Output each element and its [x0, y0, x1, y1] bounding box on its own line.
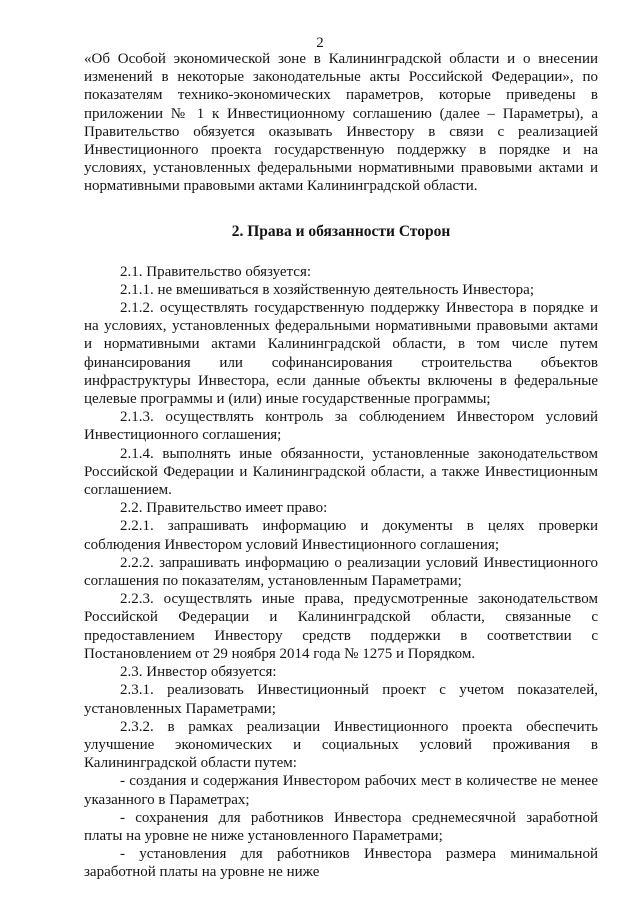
bullet-jobs: - создания и содержания Инвестором рабочих мест в количестве не менее указанного в Параметрах;: [84, 773, 598, 808]
paragraph-2-3: 2.3. Инвестор обязуется:: [120, 664, 277, 681]
paragraph-2-2-3: 2.2.3. осуществлять иные права, предусмотренные законодательством Российской Федерации и Калининградской области, связанные с предоставлением Инвестору средств поддержки в соответствии с Постановлением от 29 ноября 2014 года № 1275 и Порядком.: [84, 591, 598, 662]
document-body: [84, 50, 598, 882]
paragraph-2-3-2: 2.3.2. в рамках реализации Инвестиционного проекта обеспечить улучшение экономических и социальных условий проживания в Калининградской области путем:: [84, 718, 598, 772]
intro-paragraph: «Об Особой экономической зоне в Калининградской области и о внесении изменений в некоторые законодательные акты Российской Федерации», по показателям технико-экономических параметров, которые приведены в приложении № 1 к Инвестиционному соглашению (далее – Параметры), а Правительство обязуется оказывать Инвестору в связи с реализацией Инвестиционного проекта государственную поддержку в порядке и на условиях, установленных федеральными нормативными правовыми актами и нормативными правовыми актами Калининградской области.: [84, 51, 598, 195]
paragraph-2-1-3: 2.1.3. осуществлять контроль за соблюдением Инвестором условий Инвестиционного соглашения;: [84, 409, 598, 444]
paragraph-2-2: 2.2. Правительство имеет право:: [120, 500, 328, 517]
paragraph-2-1: 2.1. Правительство обязуется:: [120, 263, 312, 280]
paragraph-2-1-4: 2.1.4. выполнять иные обязанности, установленные законодательством Российской Федерации и Калининградской области, а также Инвестиционным соглашением.: [84, 445, 598, 499]
paragraph-2-1-2: 2.1.2. осуществлять государственную поддержку Инвестора в порядке и на условиях, установленных федеральными нормативными правовыми актами и нормативными актами Калининградской области, в том числе путем финансирования или софинансирования строительства объектов инфраструктуры Инвестора, если данные объекты включены в федеральные целевые программы и (или) иные государственные программы;: [84, 300, 598, 408]
paragraph-2-1-1: 2.1.1. не вмешиваться в хозяйственную деятельность Инвестора;: [120, 281, 534, 298]
paragraph-2-2-2: 2.2.2. запрашивать информацию о реализации условий Инвестиционного соглашения по показателям, установленным Параметрами;: [84, 554, 598, 590]
bullet-min-wage: - установления для работников Инвестора размера минимальной заработной платы на уровне не ниже: [84, 846, 598, 881]
section-heading: 2. Права и обязанности Сторон: [231, 222, 451, 240]
page-number: 2: [316, 35, 324, 51]
paragraph-2-2-1: 2.2.1. запрашивать информацию и документы в целях проверки соблюдения Инвестором условий Инвестиционного соглашения;: [84, 518, 598, 553]
paragraph-2-3-1: 2.3.1. реализовать Инвестиционный проект с учетом показателей, установленных Параметрами;: [84, 682, 598, 717]
bullet-salary: - сохранения для работников Инвестора среднемесячной заработной платы на уровне не ниже установленного Параметрами;: [84, 809, 598, 844]
